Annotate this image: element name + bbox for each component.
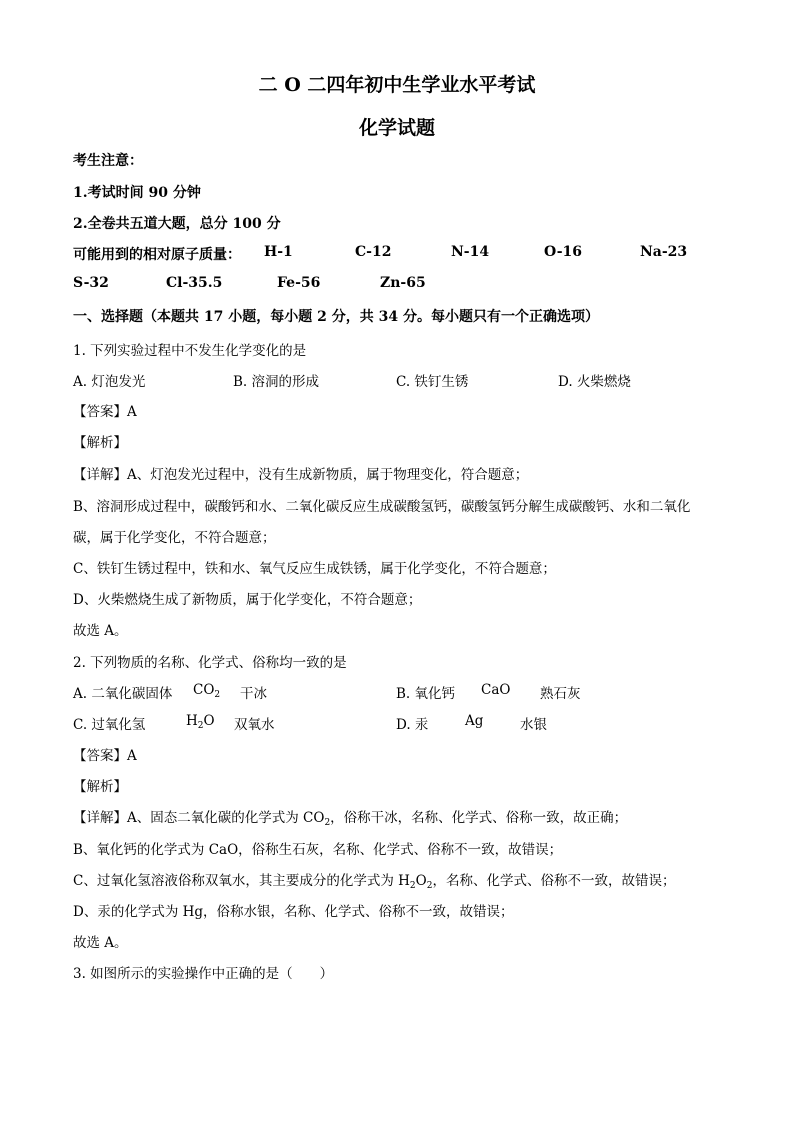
notice-heading: 考生注意：: [73, 153, 143, 169]
q1-option-d: D. 火柴燃烧: [558, 374, 631, 390]
section1-heading: 一、选择题（本题共 17 小题，每小题 2 分，共 34 分。每小题只有一个正确选项）: [73, 309, 599, 325]
q1-option-c: C. 铁钉生锈: [396, 374, 469, 390]
q2-option-d-label: D. 汞: [396, 717, 429, 733]
q1-analysis: 【解析】: [73, 435, 127, 451]
q2-analysis: 【解析】: [73, 779, 127, 795]
q1-conclusion: 故选 A。: [73, 623, 128, 639]
exam-subtitle: 化学试题: [358, 117, 435, 139]
atomic-mass-o: O-16: [544, 244, 583, 260]
exam-title: 二 O 二四年初中生学业水平考试: [258, 74, 536, 96]
q2-answer: 【答案】A: [73, 748, 137, 764]
q2-detail-d: D、汞的化学式为 Hg，俗称水银，名称、化学式、俗称不一致，故错误；: [73, 904, 514, 920]
q2-detail-c: C、过氧化氢溶液俗称双氧水，其主要成分的化学式为 $H_2O_2$，名称、化学式、俗称不一致，故错误；: [73, 873, 676, 891]
atomic-mass-n: N-14: [451, 244, 490, 260]
q2-detail-a: 【详解】A、固态二氧化碳的化学式为 $CO_2$，俗称干冰，名称、化学式、俗称一致，故正确；: [73, 810, 628, 828]
q1-option-b: B. 溶洞的形成: [233, 374, 320, 390]
atomic-mass-s: S-32: [73, 275, 109, 291]
q2-option-c-label: C. 过氧化氢: [73, 717, 146, 733]
atomic-mass-cl: Cl-35.5: [166, 275, 223, 291]
q1-detail-b: B、溶洞形成过程中，碳酸钙和水、二氧化碳反应生成碳酸氢钙，碳酸氢钙分解生成碳酸钙、水和二氧化: [73, 499, 691, 515]
atomic-mass-zn: Zn-65: [380, 275, 426, 291]
q2-stem: 2. 下列物质的名称、化学式、俗称均一致的是: [73, 655, 347, 671]
q2-option-c-formula: $H_2O$: [186, 713, 215, 731]
q2-option-b-label: B. 氧化钙: [396, 686, 456, 702]
q2-conclusion: 故选 A。: [73, 935, 128, 951]
notice-item-score: 2.全卷共五道大题，总分 100 分: [73, 216, 281, 232]
q1-answer: 【答案】A: [73, 404, 137, 420]
q1-detail-c: C、铁钉生锈过程中，铁和水、氧气反应生成铁锈，属于化学变化，不符合题意；: [73, 561, 556, 577]
q2-option-d-common: 水银: [520, 717, 547, 733]
notice-item-time: 1.考试时间 90 分钟: [73, 185, 201, 201]
q3-stem: 3. 如图所示的实验操作中正确的是（ ）: [73, 966, 334, 982]
q1-option-a: A. 灯泡发光: [73, 374, 146, 390]
q1-stem: 1. 下列实验过程中不发生化学变化的是: [73, 343, 307, 359]
q2-detail-b: B、氧化钙的化学式为 CaO，俗称生石灰，名称、化学式、俗称不一致，故错误；: [73, 842, 563, 858]
q2-option-a-formula: $CO_2$: [193, 682, 221, 700]
atomic-mass-c: C-12: [355, 244, 392, 260]
atomic-mass-fe: Fe-56: [277, 275, 321, 291]
q2-option-d-formula: Ag: [465, 713, 484, 729]
q2-option-b-common: 熟石灰: [540, 686, 581, 702]
q1-detail-b-cont: 碳，属于化学变化，不符合题意；: [73, 530, 276, 546]
q2-option-c-common: 双氧水: [234, 717, 275, 733]
q2-option-b-formula: CaO: [481, 682, 511, 698]
q1-detail-d: D、火柴燃烧生成了新物质，属于化学变化，不符合题意；: [73, 592, 422, 608]
atomic-mass-label: 可能用到的相对原子质量：: [73, 247, 241, 263]
q1-detail-a: 【详解】A、灯泡发光过程中，没有生成新物质，属于物理变化，符合题意；: [73, 467, 529, 483]
q2-option-a-label: A. 二氧化碳固体: [73, 686, 173, 702]
atomic-mass-na: Na-23: [640, 244, 688, 260]
atomic-mass-h: H-1: [264, 244, 293, 260]
q2-option-a-common: 干冰: [240, 686, 267, 702]
